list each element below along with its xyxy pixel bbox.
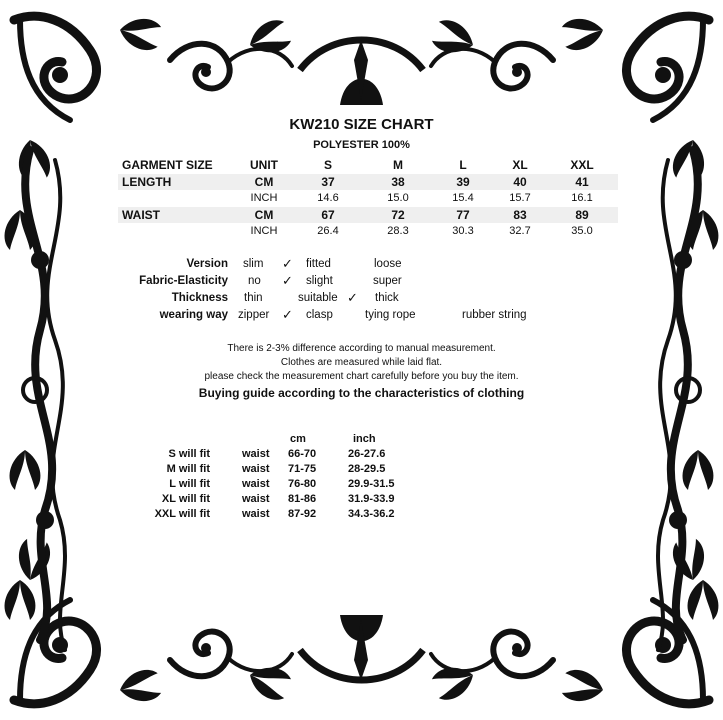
fit-label: XXL will fit	[154, 508, 210, 520]
checkmark-icon: ✓	[282, 273, 293, 288]
option-slight: slight	[306, 275, 333, 287]
fit-header-inch: inch	[353, 433, 376, 445]
cell-value: 32.7	[509, 225, 531, 237]
option-loose: loose	[374, 258, 402, 270]
top-border-ornament	[170, 17, 553, 105]
wearing-way-label: wearing way	[159, 309, 228, 321]
fit-part: waist	[242, 508, 270, 520]
row-unit: INCH	[250, 225, 278, 237]
option-rubber-string: rubber string	[462, 309, 527, 321]
fabric-elasticity-label: Fabric-Elasticity	[139, 275, 228, 287]
checkmark-icon: ✓	[347, 290, 358, 305]
size-table-header	[118, 157, 618, 173]
fit-part: waist	[242, 493, 270, 505]
fit-label: L will fit	[169, 478, 210, 490]
thickness-label: Thickness	[171, 292, 228, 304]
cell-value: 16.1	[571, 192, 593, 204]
cell-value: 37	[321, 175, 335, 189]
cell-value: 83	[513, 208, 527, 222]
material-subtitle: POLYESTER 100%	[313, 139, 410, 151]
checkmark-icon: ✓	[282, 256, 293, 271]
note-check-chart: please check the measurement chart carefully before you buy the item.	[204, 371, 519, 382]
cell-value: 41	[575, 175, 589, 189]
option-suitable: suitable	[298, 292, 338, 304]
fit-inch: 29.9-31.5	[348, 478, 395, 490]
row-label-waist: WAIST	[122, 208, 160, 222]
fit-cm: 76-80	[288, 478, 317, 490]
option-thick: thick	[375, 292, 399, 304]
cell-value: 30.3	[452, 225, 474, 237]
corner-ornament-bottom-right	[561, 538, 709, 705]
option-fitted: fitted	[306, 258, 331, 270]
fit-cm: 81-86	[288, 493, 317, 505]
fit-label: XL will fit	[161, 493, 210, 505]
cell-value: 26.4	[317, 225, 339, 237]
row-unit: CM	[254, 175, 274, 189]
option-slim: slim	[243, 258, 264, 270]
cell-value: 38	[391, 175, 405, 189]
option-super: super	[373, 275, 402, 287]
header-size-m: M	[393, 158, 403, 172]
cell-value: 15.7	[509, 192, 531, 204]
cell-value: 14.6	[317, 192, 339, 204]
fit-inch: 26-27.6	[348, 448, 386, 460]
chart-title: KW210 SIZE CHART	[289, 116, 434, 133]
fit-inch: 31.9-33.9	[348, 493, 395, 505]
fit-cm: 71-75	[288, 463, 317, 475]
version-label: Version	[186, 258, 228, 270]
row-unit: INCH	[250, 192, 278, 204]
cell-value: 15.0	[387, 192, 409, 204]
bottom-border-ornament	[170, 615, 553, 703]
table-row	[118, 224, 618, 240]
option-thin: thin	[244, 292, 263, 304]
row-label-length: LENGTH	[122, 175, 172, 189]
fit-cm: 87-92	[288, 508, 317, 520]
cell-value: 89	[575, 208, 589, 222]
header-size-xl: XL	[512, 158, 528, 172]
fit-cm: 66-70	[288, 448, 317, 460]
option-tying-rope: tying rope	[365, 309, 416, 321]
cell-value: 40	[513, 175, 527, 189]
cell-value: 39	[456, 175, 470, 189]
option-zipper: zipper	[238, 309, 270, 321]
header-size-l: L	[459, 158, 467, 172]
note-difference: There is 2-3% difference according to manual measurement.	[227, 343, 496, 354]
fit-inch: 28-29.5	[348, 463, 386, 475]
table-row	[118, 174, 618, 190]
checkmark-icon: ✓	[282, 307, 293, 322]
fit-part: waist	[242, 448, 270, 460]
cell-value: 15.4	[452, 192, 474, 204]
row-unit: CM	[254, 208, 274, 222]
cell-value: 67	[321, 208, 335, 222]
option-no: no	[248, 275, 261, 287]
header-unit: UNIT	[250, 158, 278, 172]
table-row	[118, 207, 618, 223]
option-clasp: clasp	[306, 309, 333, 321]
fit-part: waist	[242, 478, 270, 490]
cell-value: 28.3	[387, 225, 409, 237]
fit-part: waist	[242, 463, 270, 475]
corner-ornament-bottom-left	[14, 538, 162, 705]
fit-label: S will fit	[168, 448, 210, 460]
fit-label: M will fit	[166, 463, 210, 475]
cell-value: 35.0	[571, 225, 593, 237]
fit-inch: 34.3-36.2	[348, 508, 395, 520]
fit-header-cm: cm	[290, 433, 306, 445]
table-row	[118, 191, 618, 207]
header-size-xxl: XXL	[570, 158, 594, 172]
header-garment-size: GARMENT SIZE	[122, 158, 213, 172]
note-laid-flat: Clothes are measured while laid flat.	[280, 357, 443, 368]
cell-value: 77	[456, 208, 470, 222]
header-size-s: S	[323, 158, 332, 172]
buying-guide-title: Buying guide according to the characteristics of clothing	[198, 386, 525, 400]
cell-value: 72	[391, 208, 405, 222]
